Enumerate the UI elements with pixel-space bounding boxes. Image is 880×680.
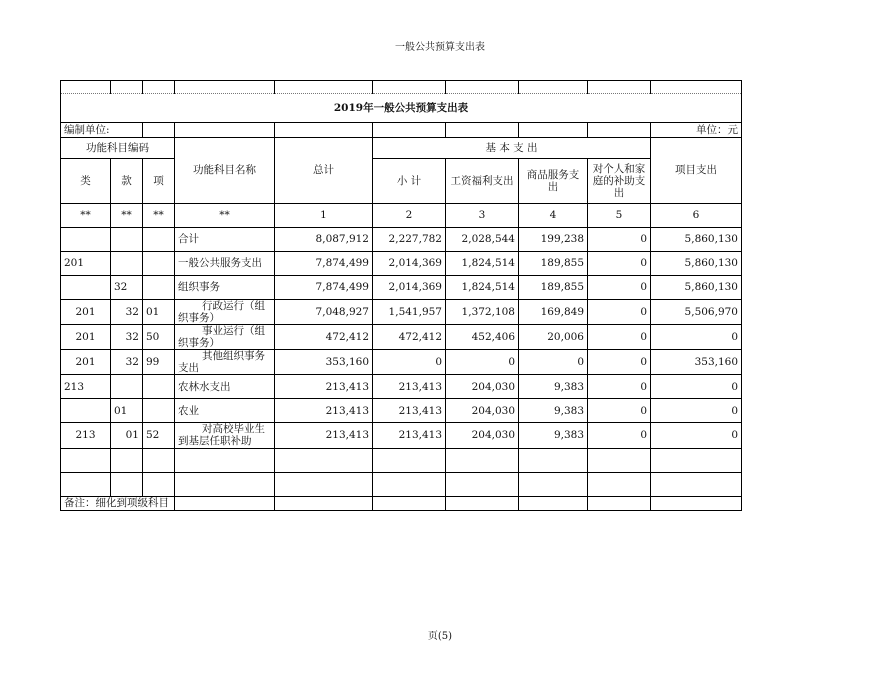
table-row [61,325,742,350]
cell-personal: 0 [588,252,651,276]
page-header: 一般公共预算支出表 [395,42,485,53]
cell-personal: 0 [588,375,651,399]
table-row [61,228,742,252]
cell-personal: 0 [588,325,651,350]
index-cell: ** [175,204,275,228]
page-footer: 页(5) [427,631,453,642]
table-row [61,375,742,399]
header-kuan: 款 [111,159,143,204]
cell-project: 5,860,130 [651,228,742,252]
cell-project: 5,860,130 [651,276,742,300]
cell-xiang: 99 [143,350,175,375]
cell-subtotal: 0 [373,350,446,375]
cell-wage: 2,028,544 [446,228,519,252]
index-cell: ** [111,204,143,228]
cell-personal: 0 [588,423,651,448]
index-cell: 1 [275,204,373,228]
blank-row [61,448,742,472]
cell-personal: 0 [588,276,651,300]
unit-right-label: 单位：元 [651,123,742,138]
cell-xiang [143,375,175,399]
cell-xiang [143,276,175,300]
index-cell: 5 [588,204,651,228]
table-row [61,300,742,325]
header-func-name: 功能科目名称 [175,138,275,204]
cell-goods: 189,855 [519,252,588,276]
cell-wage: 452,406 [446,325,519,350]
cell-goods: 9,383 [519,375,588,399]
cell-name: 农业 [175,399,275,423]
index-cell: ** [143,204,175,228]
cell-lei [61,228,111,252]
index-cell: 2 [373,204,446,228]
cell-wage: 204,030 [446,423,519,448]
cell-project: 5,860,130 [651,252,742,276]
cell-name: 一般公共服务支出 [175,252,275,276]
blank-row [61,472,742,496]
cell-total: 213,413 [275,375,373,399]
table-title: 2019年一般公共预算支出表 [61,94,742,123]
cell-xiang [143,399,175,423]
cell-kuan [111,375,143,399]
cell-wage: 204,030 [446,375,519,399]
cell-total: 353,160 [275,350,373,375]
cell-kuan [111,228,143,252]
cell-total: 8,087,912 [275,228,373,252]
cell-name: 对高校毕业生到基层任职补助 [175,423,275,448]
index-cell: 3 [446,204,519,228]
cell-goods: 20,006 [519,325,588,350]
cell-personal: 0 [588,300,651,325]
header-xiang: 项 [143,159,175,204]
cell-personal: 0 [588,228,651,252]
cell-lei [61,276,111,300]
cell-project: 5,506,970 [651,300,742,325]
cell-name: 农林水支出 [175,375,275,399]
cell-xiang: 50 [143,325,175,350]
cell-goods: 9,383 [519,399,588,423]
cell-kuan: 32 [111,325,143,350]
cell-lei: 213 [61,375,111,399]
header-basic: 基 本 支 出 [373,138,651,159]
cell-kuan: 01 [111,399,143,423]
cell-name: 合计 [175,228,275,252]
index-row [61,204,742,228]
cell-wage: 1,372,108 [446,300,519,325]
cell-wage: 1,824,514 [446,252,519,276]
cell-goods: 9,383 [519,423,588,448]
cell-goods: 0 [519,350,588,375]
cell-wage: 0 [446,350,519,375]
header-func-code: 功能科目编码 [61,138,175,159]
cell-kuan [111,252,143,276]
cell-project: 353,160 [651,350,742,375]
cell-name: 组织事务 [175,276,275,300]
cell-project: 0 [651,423,742,448]
cell-subtotal: 213,413 [373,399,446,423]
cell-total: 7,874,499 [275,252,373,276]
index-cell: 4 [519,204,588,228]
table-row [61,399,742,423]
top-grid-row [61,81,742,94]
cell-wage: 204,030 [446,399,519,423]
cell-project: 0 [651,399,742,423]
table-row [61,350,742,375]
cell-xiang: 52 [143,423,175,448]
cell-total: 213,413 [275,423,373,448]
cell-name: 行政运行（组织事务） [175,300,275,325]
table-row [61,252,742,276]
cell-subtotal: 213,413 [373,375,446,399]
cell-goods: 199,238 [519,228,588,252]
cell-kuan: 32 [111,350,143,375]
cell-goods: 189,855 [519,276,588,300]
cell-name: 其他组织事务支出 [175,350,275,375]
header-lei: 类 [61,159,111,204]
header-personal: 对个人和家庭的补助支出 [588,159,651,204]
cell-subtotal: 2,227,782 [373,228,446,252]
cell-xiang [143,252,175,276]
cell-lei [61,399,111,423]
table-row [61,276,742,300]
cell-lei: 201 [61,300,111,325]
table-note: 备注：细化到项级科目 [61,496,175,510]
cell-subtotal: 2,014,369 [373,252,446,276]
cell-lei: 201 [61,350,111,375]
cell-name: 事业运行（组织事务） [175,325,275,350]
cell-xiang [143,228,175,252]
cell-lei: 201 [61,252,111,276]
unit-left-label: 编制单位: [61,123,143,138]
cell-kuan: 32 [111,300,143,325]
header-wage: 工资福利支出 [446,159,519,204]
cell-total: 7,874,499 [275,276,373,300]
cell-subtotal: 213,413 [373,423,446,448]
header-project: 项目支出 [651,138,742,204]
table-row [61,423,742,448]
cell-subtotal: 2,014,369 [373,276,446,300]
header-goods: 商品服务支出 [519,159,588,204]
cell-total: 213,413 [275,399,373,423]
cell-kuan: 01 [111,423,143,448]
cell-subtotal: 1,541,957 [373,300,446,325]
budget-table [60,80,742,511]
cell-personal: 0 [588,350,651,375]
cell-total: 472,412 [275,325,373,350]
cell-xiang: 01 [143,300,175,325]
index-cell: 6 [651,204,742,228]
cell-wage: 1,824,514 [446,276,519,300]
header-total: 总计 [275,138,373,204]
cell-subtotal: 472,412 [373,325,446,350]
cell-lei: 201 [61,325,111,350]
cell-project: 0 [651,375,742,399]
cell-goods: 169,849 [519,300,588,325]
cell-project: 0 [651,325,742,350]
cell-total: 7,048,927 [275,300,373,325]
index-cell: ** [61,204,111,228]
cell-personal: 0 [588,399,651,423]
cell-lei: 213 [61,423,111,448]
cell-kuan: 32 [111,276,143,300]
header-subtotal: 小 计 [373,159,446,204]
